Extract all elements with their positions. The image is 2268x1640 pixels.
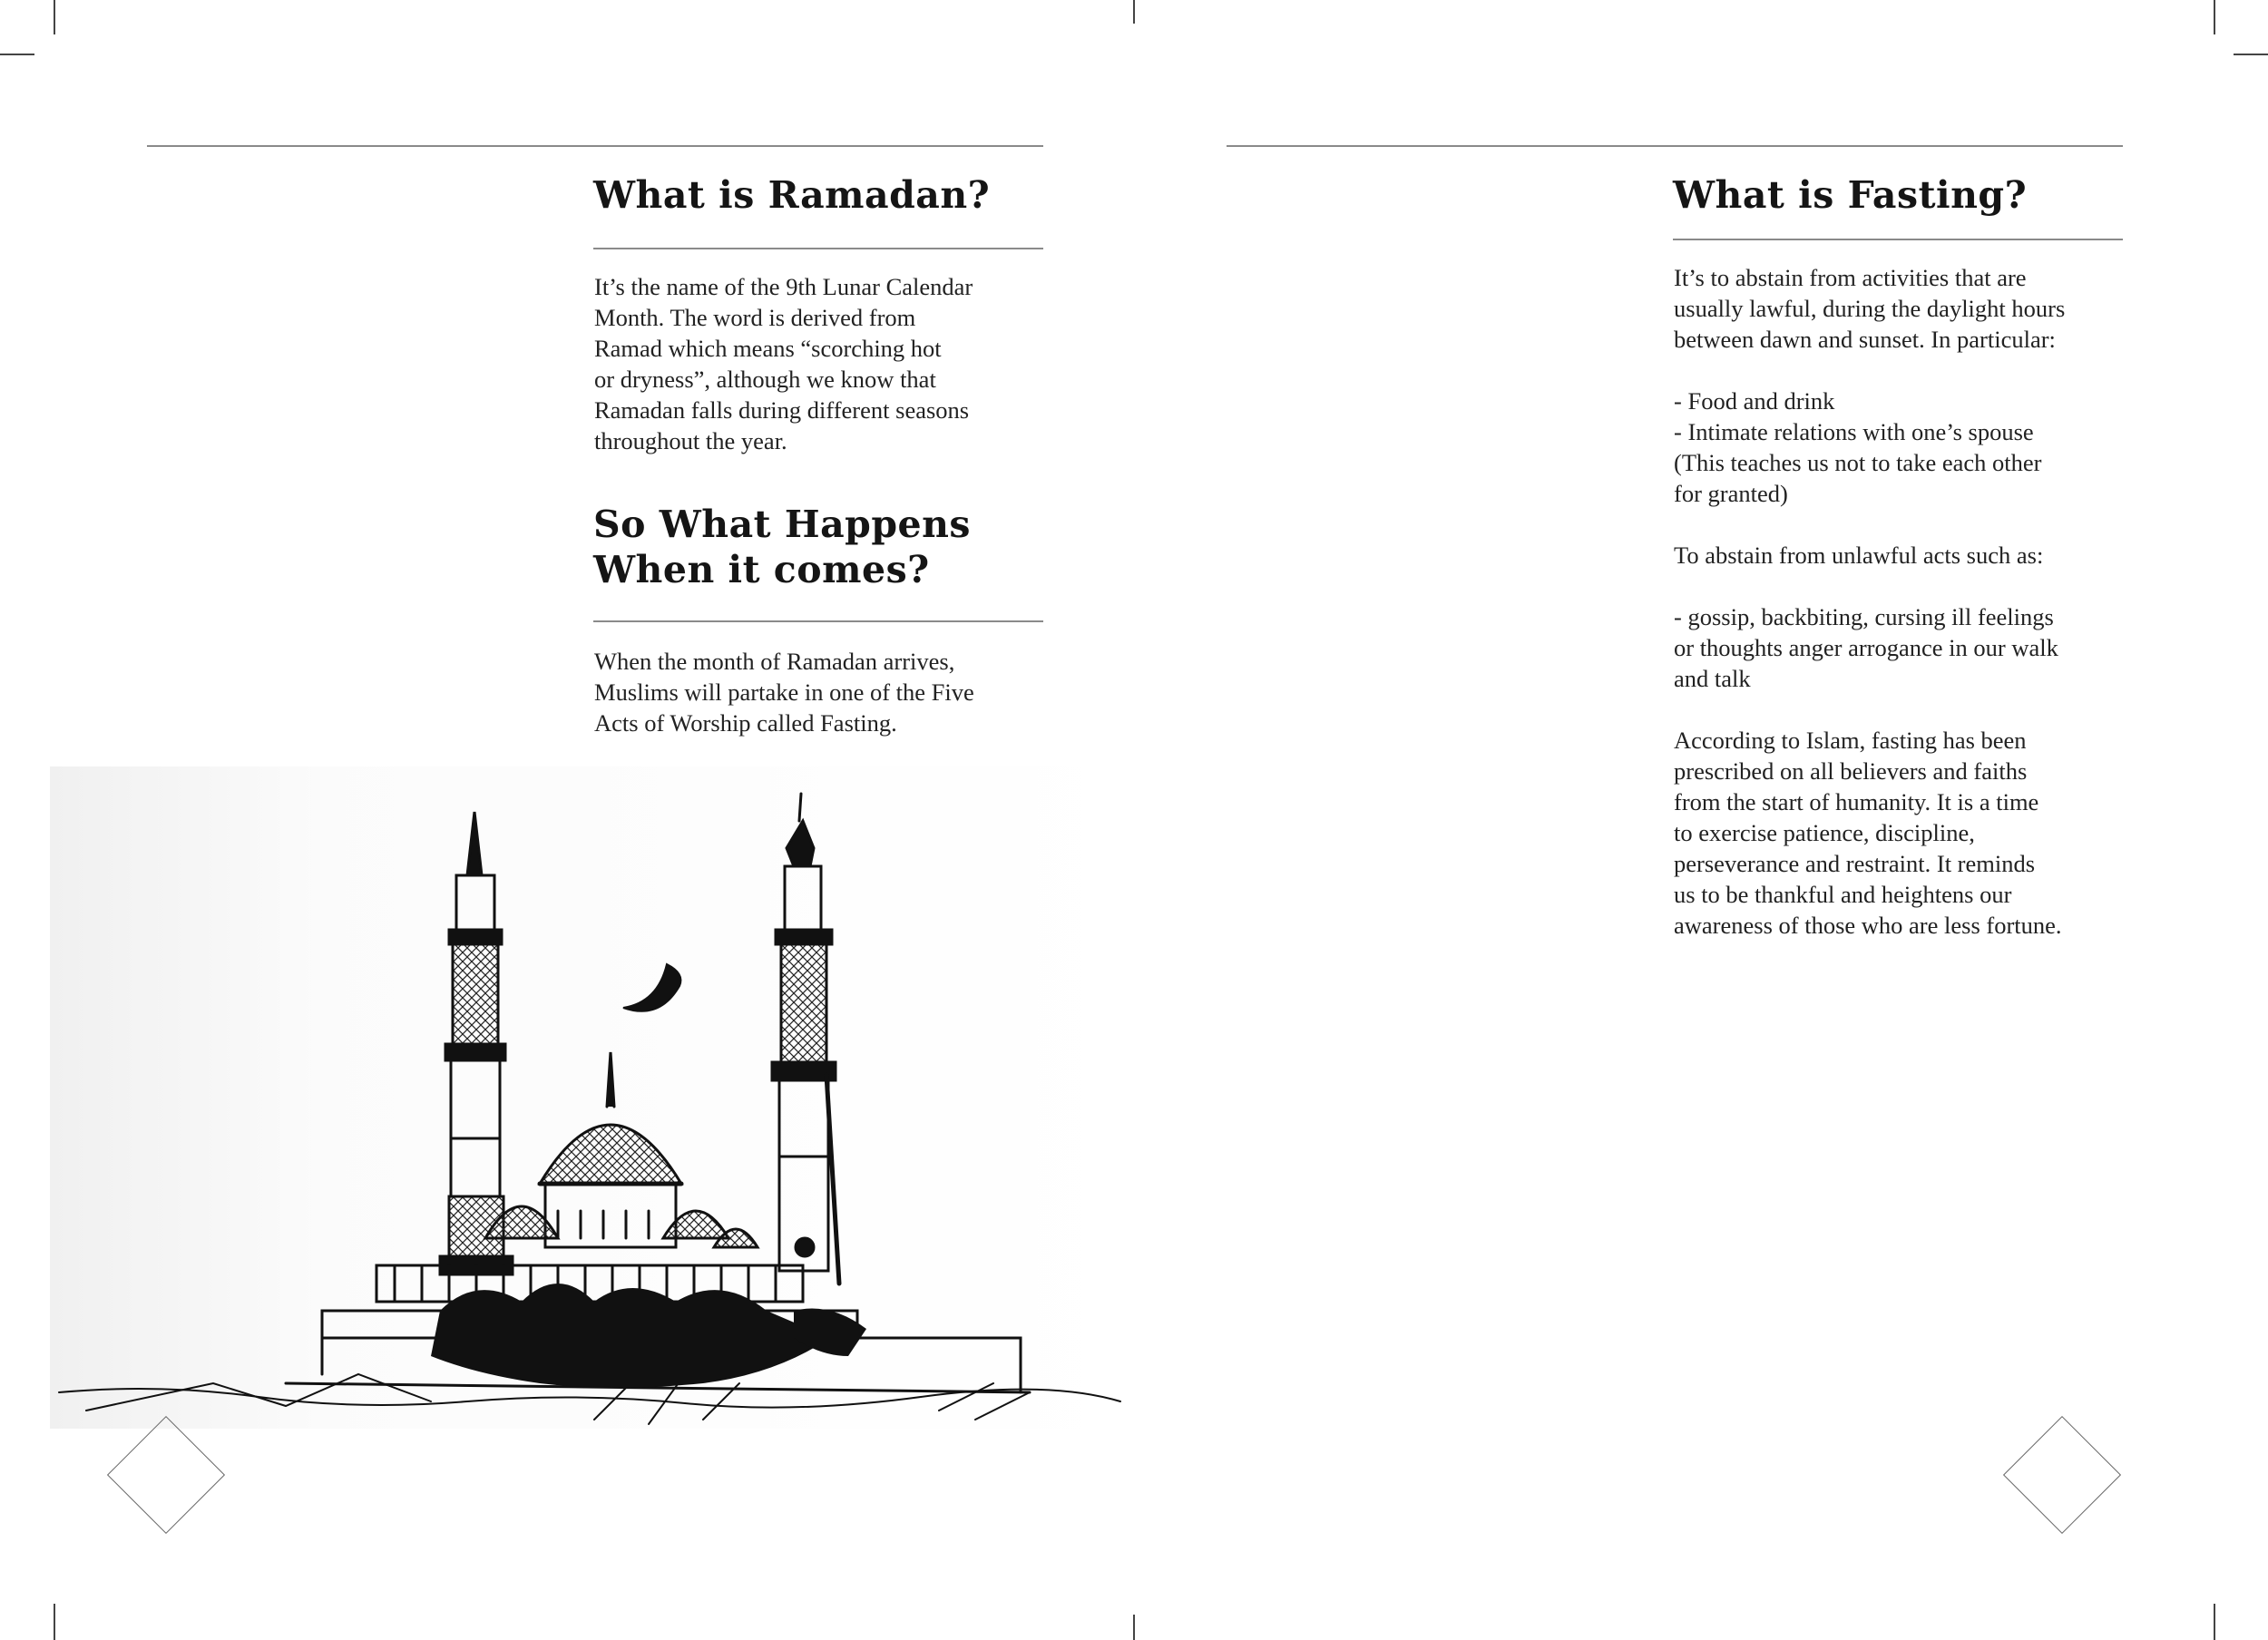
crop-mark [2234, 54, 2268, 55]
list-item-relations: - Intimate relations with one’s spouse (This teaches us not to take each other for granted) [1674, 418, 2042, 507]
crop-mark [2214, 0, 2215, 34]
ramadan-arrival-text: When the month of Ramadan arrives, Muslims will partake in one of the Five Acts of Worship called Fasting. [594, 648, 974, 737]
crop-mark [2214, 1604, 2215, 1640]
crop-mark [0, 54, 34, 55]
heading-line: So What Happens [593, 503, 971, 546]
crop-mark [1133, 1615, 1135, 1640]
heading-line: When it comes? [593, 548, 930, 591]
heading-rule [593, 620, 1043, 622]
top-rule [147, 145, 1043, 147]
crop-mark [54, 0, 55, 34]
list-item-gossip: - gossip, backbiting, cursing ill feelings or thoughts anger arrogance in our walk and talk [1674, 603, 2058, 692]
crop-mark [54, 1604, 55, 1640]
ramadan-description: It’s the name of the 9th Lunar Calendar Month. The word is derived from Ramad which means “scorching hot or dryness”, although we know that Ramadan falls during different seasons throughout the year. [594, 273, 973, 454]
list-item-food: - Food and drink [1674, 387, 1835, 415]
top-rule [1227, 145, 2123, 147]
fasting-closing: According to Islam, fasting has been prescribed on all believers and faiths from the start of humanity. It is a time to exercise patience, discipline, perseverance and restraint. It reminds us to be thankful and heightens our awareness of those who are less fortune. [1674, 727, 2062, 939]
unlawful-acts-intro: To abstain from unlawful acts such as: [1674, 542, 2044, 569]
mosque-illustration [50, 757, 1139, 1447]
fasting-intro: It’s to abstain from activities that are usually lawful, during the daylight hours between dawn and sunset. In particular: [1674, 264, 2066, 353]
decorative-diamond [2003, 1416, 2121, 1534]
crop-mark [1133, 0, 1135, 24]
heading-what-is-ramadan: What is Ramadan? [593, 173, 991, 217]
heading-what-is-fasting: What is Fasting? [1673, 173, 2028, 217]
heading-what-happens [593, 502, 971, 592]
heading-rule [593, 248, 1043, 249]
heading-rule [1673, 239, 2123, 240]
